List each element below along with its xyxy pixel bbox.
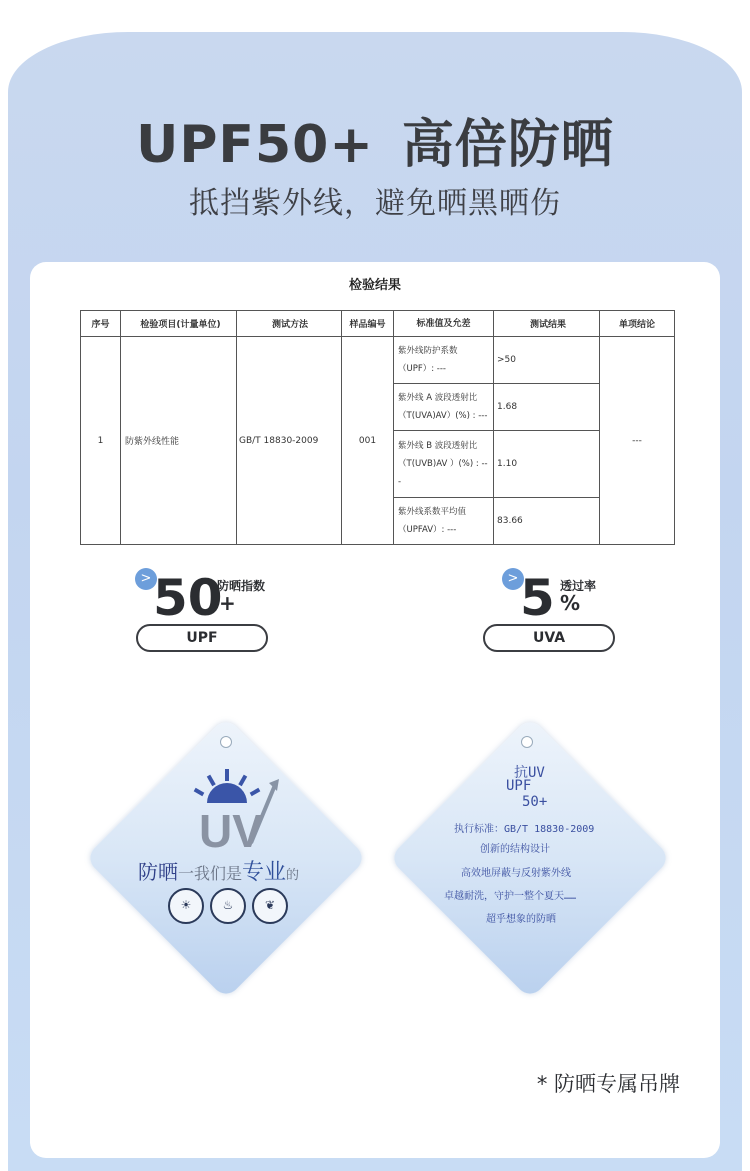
- stat-label-pill: UVA: [483, 624, 615, 652]
- standard-cell: 紫外线系数平均值（UPFAV）: ---: [394, 498, 494, 545]
- hangtag-right-line: 创新的结构设计: [480, 844, 550, 855]
- hangtag-left-slogan: [138, 855, 299, 886]
- hangtag-right-line: 超乎想象的防晒: [486, 914, 556, 925]
- stat-suffix: +: [219, 591, 236, 615]
- seq-cell: 1: [81, 337, 121, 545]
- hangtag-hole: [220, 736, 232, 748]
- page-title: [0, 102, 750, 177]
- stat-caption: 透过率: [560, 579, 597, 593]
- header-cell: 样品编号: [342, 311, 394, 337]
- hangtag-right-line: 执行标准：GB/T 18830-2009: [454, 824, 595, 835]
- table-row: [81, 337, 675, 384]
- slogan-part: 防晒: [138, 860, 178, 884]
- title-cn: 高倍防晒: [401, 115, 614, 175]
- svg-text:UV: UV: [199, 805, 263, 855]
- stat-label-pill: UPF: [136, 624, 268, 652]
- hangtag-right-line: UPF: [506, 778, 532, 794]
- report-table: [80, 310, 675, 545]
- uv-sun-logo-icon: [185, 765, 285, 855]
- conclusion-cell: ---: [600, 337, 675, 545]
- stat-value: 5: [520, 569, 555, 627]
- hangtag-right-line: 卓越耐洗，守护一整个夏天……: [444, 891, 577, 902]
- result-cell: >50: [494, 337, 600, 384]
- stat-upf: [135, 565, 285, 655]
- result-cell: 83.66: [494, 498, 600, 545]
- method-cell: GB/T 18830-2009: [237, 337, 342, 545]
- upf-badge-icon: ☀: [168, 888, 204, 924]
- footnote: * 防晒专属吊牌: [536, 1072, 680, 1096]
- slogan-part: 的: [286, 868, 300, 883]
- header-cell: 单项结论: [600, 311, 675, 337]
- stat-uva: [482, 565, 632, 655]
- report-title: 检验结果: [348, 278, 401, 293]
- chevron-right-icon: >: [135, 568, 157, 590]
- hangtag-right-line: 抗UV: [514, 765, 545, 781]
- slogan-part: 一我们是: [178, 864, 243, 883]
- report-header-row: [81, 311, 675, 337]
- header-cell: 检验项目(计量单位): [121, 311, 237, 337]
- standard-cell: 紫外线防护系数（UPF）: ---: [394, 337, 494, 384]
- stat-suffix: %: [560, 591, 581, 615]
- wash-icon: ♨: [210, 888, 246, 924]
- standard-cell: 紫外线 A 波段透射比（T(UVA)AV）(%) : ---: [394, 383, 494, 430]
- result-cell: 1.68: [494, 383, 600, 430]
- stat-value: 50: [153, 569, 223, 627]
- page-subtitle: 抵挡紫外线，避免晒黑晒伤: [189, 186, 561, 221]
- header-cell: 测试方法: [237, 311, 342, 337]
- stat-caption: 防晒指数: [217, 579, 266, 593]
- header-cell: 测试结果: [494, 311, 600, 337]
- standard-cell: 紫外线 B 波段透射比（T(UVB)AV ）(%) : ---: [394, 430, 494, 497]
- header-cell: 序号: [81, 311, 121, 337]
- header-cell: 标准值及允差: [394, 311, 494, 337]
- title-upf: UPF50+: [136, 115, 374, 175]
- hangtag-hole: [521, 736, 533, 748]
- hangtag-right-line: 高效地屏蔽与反射紫外线: [461, 868, 571, 879]
- result-cell: 1.10: [494, 430, 600, 497]
- leaf-icon: ❦: [252, 888, 288, 924]
- hangtag-right-line: 50+: [522, 794, 548, 810]
- sample-cell: 001: [342, 337, 394, 545]
- chevron-right-icon: >: [502, 568, 524, 590]
- slogan-part: 专业: [242, 860, 287, 885]
- item-cell: 防紫外线性能: [121, 337, 237, 545]
